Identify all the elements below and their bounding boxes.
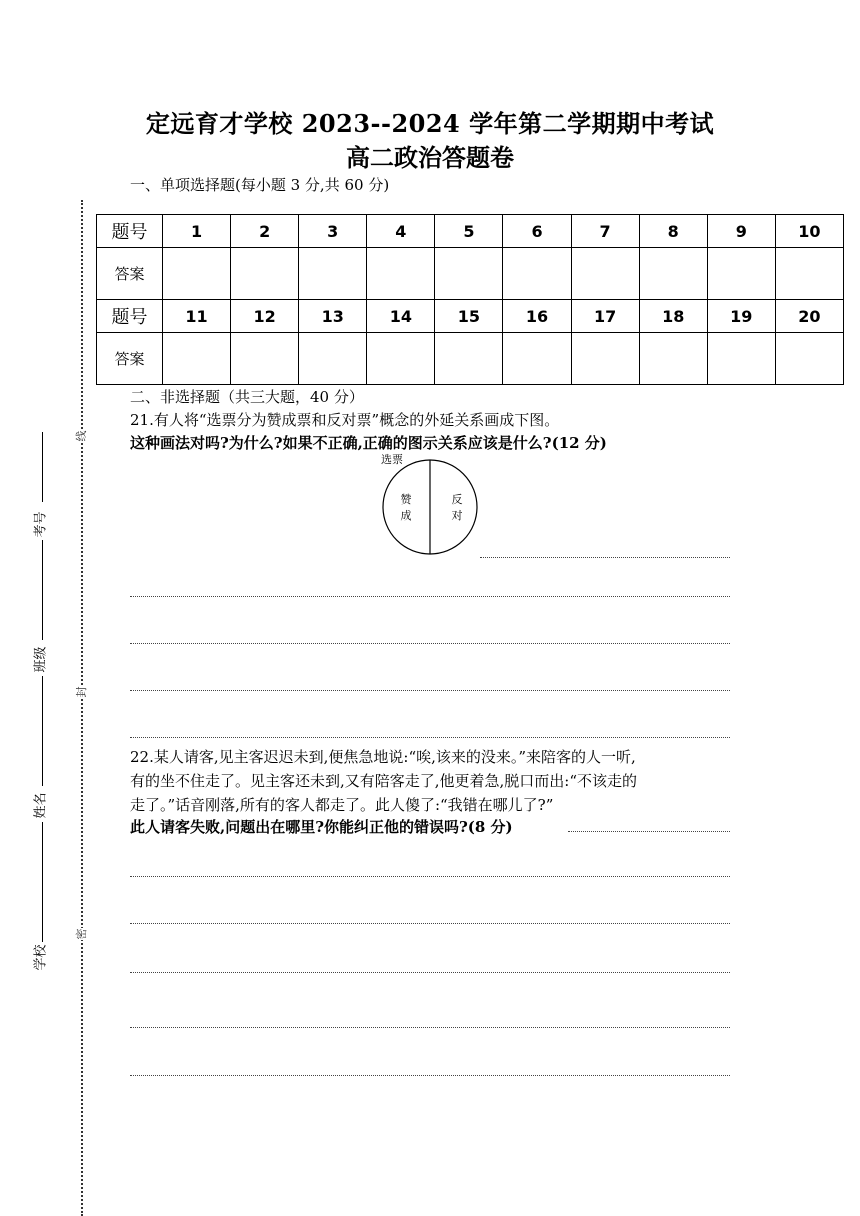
- question-number-cell: 3: [299, 215, 367, 248]
- answer-cell[interactable]: [571, 248, 639, 300]
- answer-line[interactable]: [130, 972, 730, 973]
- answer-cell[interactable]: [639, 248, 707, 300]
- answer-line[interactable]: [130, 596, 730, 597]
- table-row: [97, 333, 844, 385]
- approve-label: 赞成: [400, 493, 412, 522]
- q21-text: 21.有人将“选票分为赞成票和反对票”概念的外延关系画成下图。: [130, 411, 560, 429]
- question-number-cell: 10: [775, 215, 843, 248]
- answer-cell[interactable]: [639, 333, 707, 385]
- exam-number-line: [42, 432, 43, 502]
- question-number-cell: 9: [707, 215, 775, 248]
- question-number-cell: 20: [775, 300, 843, 333]
- answer-cell[interactable]: [435, 248, 503, 300]
- answer-line[interactable]: [130, 643, 730, 644]
- name-line: [42, 676, 43, 786]
- question-number-cell: 11: [163, 300, 231, 333]
- binding-mark-secret: 密: [75, 928, 88, 940]
- oppose-label: 反对: [451, 493, 463, 522]
- question-number-cell: 13: [299, 300, 367, 333]
- answer-cell[interactable]: [231, 333, 299, 385]
- answer-cell[interactable]: [163, 248, 231, 300]
- name-label: 姓名: [33, 792, 49, 819]
- class-line: [42, 540, 43, 640]
- ballot-diagram: [380, 459, 480, 557]
- row-label-answer: 答案: [97, 333, 163, 385]
- class-label: 班级: [33, 646, 49, 673]
- table-row: [97, 215, 844, 248]
- question-number-cell: 14: [367, 300, 435, 333]
- q22-text-line1: 22.某人请客,见主客迟迟未到,便焦急地说:“唉,该来的没来。”来陪客的人一听,: [130, 748, 636, 766]
- answer-cell[interactable]: [299, 248, 367, 300]
- answer-cell[interactable]: [775, 248, 843, 300]
- row-label-number: 题号: [97, 300, 163, 333]
- answer-line[interactable]: [568, 831, 730, 832]
- answer-line[interactable]: [130, 1027, 730, 1028]
- exam-title: 定远育才学校 2023--2024 学年第二学期期中考试: [145, 109, 715, 138]
- school-line: [42, 822, 43, 942]
- answer-cell[interactable]: [367, 248, 435, 300]
- question-number-cell: 17: [571, 300, 639, 333]
- question-number-cell: 6: [503, 215, 571, 248]
- question-number-cell: 15: [435, 300, 503, 333]
- answer-cell[interactable]: [503, 248, 571, 300]
- answer-line[interactable]: [130, 876, 730, 877]
- answer-table: [96, 214, 844, 385]
- row-label-number: 题号: [97, 215, 163, 248]
- binding-mark-seal: 封: [75, 686, 88, 698]
- answer-cell[interactable]: [231, 248, 299, 300]
- answer-line[interactable]: [130, 737, 730, 738]
- answer-cell[interactable]: [775, 333, 843, 385]
- question-number-cell: 12: [231, 300, 299, 333]
- q21-prompt: 这种画法对吗?为什么?如果不正确,正确的图示关系应该是什么?(12 分): [130, 434, 607, 452]
- binding-mark-line: 线: [75, 430, 88, 442]
- question-number-cell: 16: [503, 300, 571, 333]
- question-number-cell: 5: [435, 215, 503, 248]
- question-number-cell: 1: [163, 215, 231, 248]
- q22-text-line2: 有的坐不住走了。见主客还未到,又有陪客走了,他更着急,脱口而出:“不该走的: [130, 772, 638, 790]
- answer-cell[interactable]: [571, 333, 639, 385]
- answer-cell[interactable]: [707, 248, 775, 300]
- table-row: [97, 248, 844, 300]
- row-label-answer: 答案: [97, 248, 163, 300]
- answer-line[interactable]: [130, 690, 730, 691]
- answer-cell[interactable]: [707, 333, 775, 385]
- question-number-cell: 19: [707, 300, 775, 333]
- answer-cell[interactable]: [163, 333, 231, 385]
- answer-cell[interactable]: [367, 333, 435, 385]
- binding-dotted-line: [81, 200, 83, 1216]
- question-number-cell: 8: [639, 215, 707, 248]
- section1-heading: 一、单项选择题(每小题 3 分,共 60 分): [130, 176, 390, 194]
- answer-cell[interactable]: [299, 333, 367, 385]
- q22-prompt: 此人请客失败,问题出在哪里?你能纠正他的错误吗?(8 分): [130, 818, 513, 836]
- question-number-cell: 18: [639, 300, 707, 333]
- q22-text-line3: 走了。”话音刚落,所有的客人都走了。此人傻了:“我错在哪儿了?”: [130, 796, 554, 814]
- answer-sheet-title: 高二政治答题卷: [346, 143, 514, 172]
- answer-line[interactable]: [130, 923, 730, 924]
- answer-cell[interactable]: [435, 333, 503, 385]
- question-number-cell: 4: [367, 215, 435, 248]
- section2-heading: 二、非选择题（共三大题，40 分）: [130, 388, 364, 406]
- answer-line[interactable]: [480, 557, 730, 558]
- school-label: 学校: [33, 944, 49, 971]
- exam-number-label: 考号: [33, 511, 49, 538]
- question-number-cell: 2: [231, 215, 299, 248]
- answer-cell[interactable]: [503, 333, 571, 385]
- ballot-label: 选票: [381, 453, 403, 466]
- table-row: [97, 300, 844, 333]
- answer-line[interactable]: [130, 1075, 730, 1076]
- question-number-cell: 7: [571, 215, 639, 248]
